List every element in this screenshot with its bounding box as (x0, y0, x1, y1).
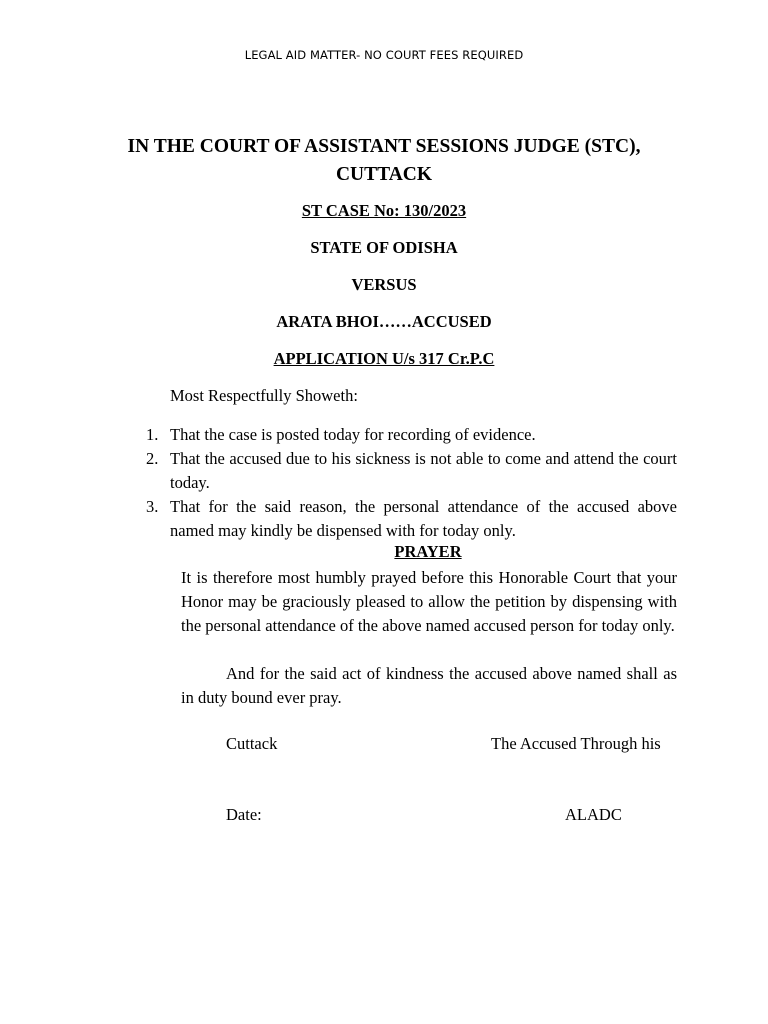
court-title-line-2: CUTTACK (335, 164, 433, 185)
through-label: The Accused Through his (491, 734, 661, 753)
prayer-paragraph-1: It is therefore most humbly prayed before this Honorable Court that your Honor may be graciously pleased to allow the petition by dispensing with the personal attendance of the above named accused person for today only. (181, 568, 677, 635)
application-title (0, 349, 768, 369)
prayer-paragraph-2: And for the said act of kindness the accused above named shall as in duty bound ever pray. (181, 664, 677, 707)
legal-aid-note: LEGAL AID MATTER- NO COURT FEES REQUIRED (244, 48, 524, 62)
list-item-text: That the case is posted today for recording of evidence. (170, 425, 536, 444)
points-list (140, 423, 677, 543)
state-party: STATE OF ODISHA (310, 238, 458, 257)
salutation: Most Respectfully Showeth: (170, 386, 358, 405)
case-number-text: ST CASE No: 130/2023 (301, 201, 467, 220)
counsel-label: ALADC (565, 805, 622, 824)
list-item-number: 3. (146, 497, 159, 516)
prayer-heading: PRAYER (394, 542, 462, 561)
list-item (140, 495, 677, 543)
court-title-line-1: IN THE COURT OF ASSISTANT SESSIONS JUDGE (STC), (127, 136, 641, 157)
versus-label: VERSUS (351, 275, 417, 294)
list-item (140, 423, 677, 447)
court-title (90, 133, 678, 189)
list-item-text: That the accused due to his sickness is not able to come and attend the court today. (170, 449, 677, 492)
accused-party: ARATA BHOI……ACCUSED (276, 312, 492, 331)
list-item-number: 1. (146, 425, 159, 444)
list-item-number: 2. (146, 449, 159, 468)
case-number (0, 201, 768, 221)
place-label: Cuttack (226, 734, 278, 753)
list-item-text: That for the said reason, the personal attendance of the accused above named may kindly be dispensed with for today only. (170, 497, 677, 540)
application-title-text: APPLICATION U/s 317 Cr.P.C (273, 349, 495, 368)
date-label: Date: (226, 805, 262, 824)
list-item (140, 447, 677, 495)
